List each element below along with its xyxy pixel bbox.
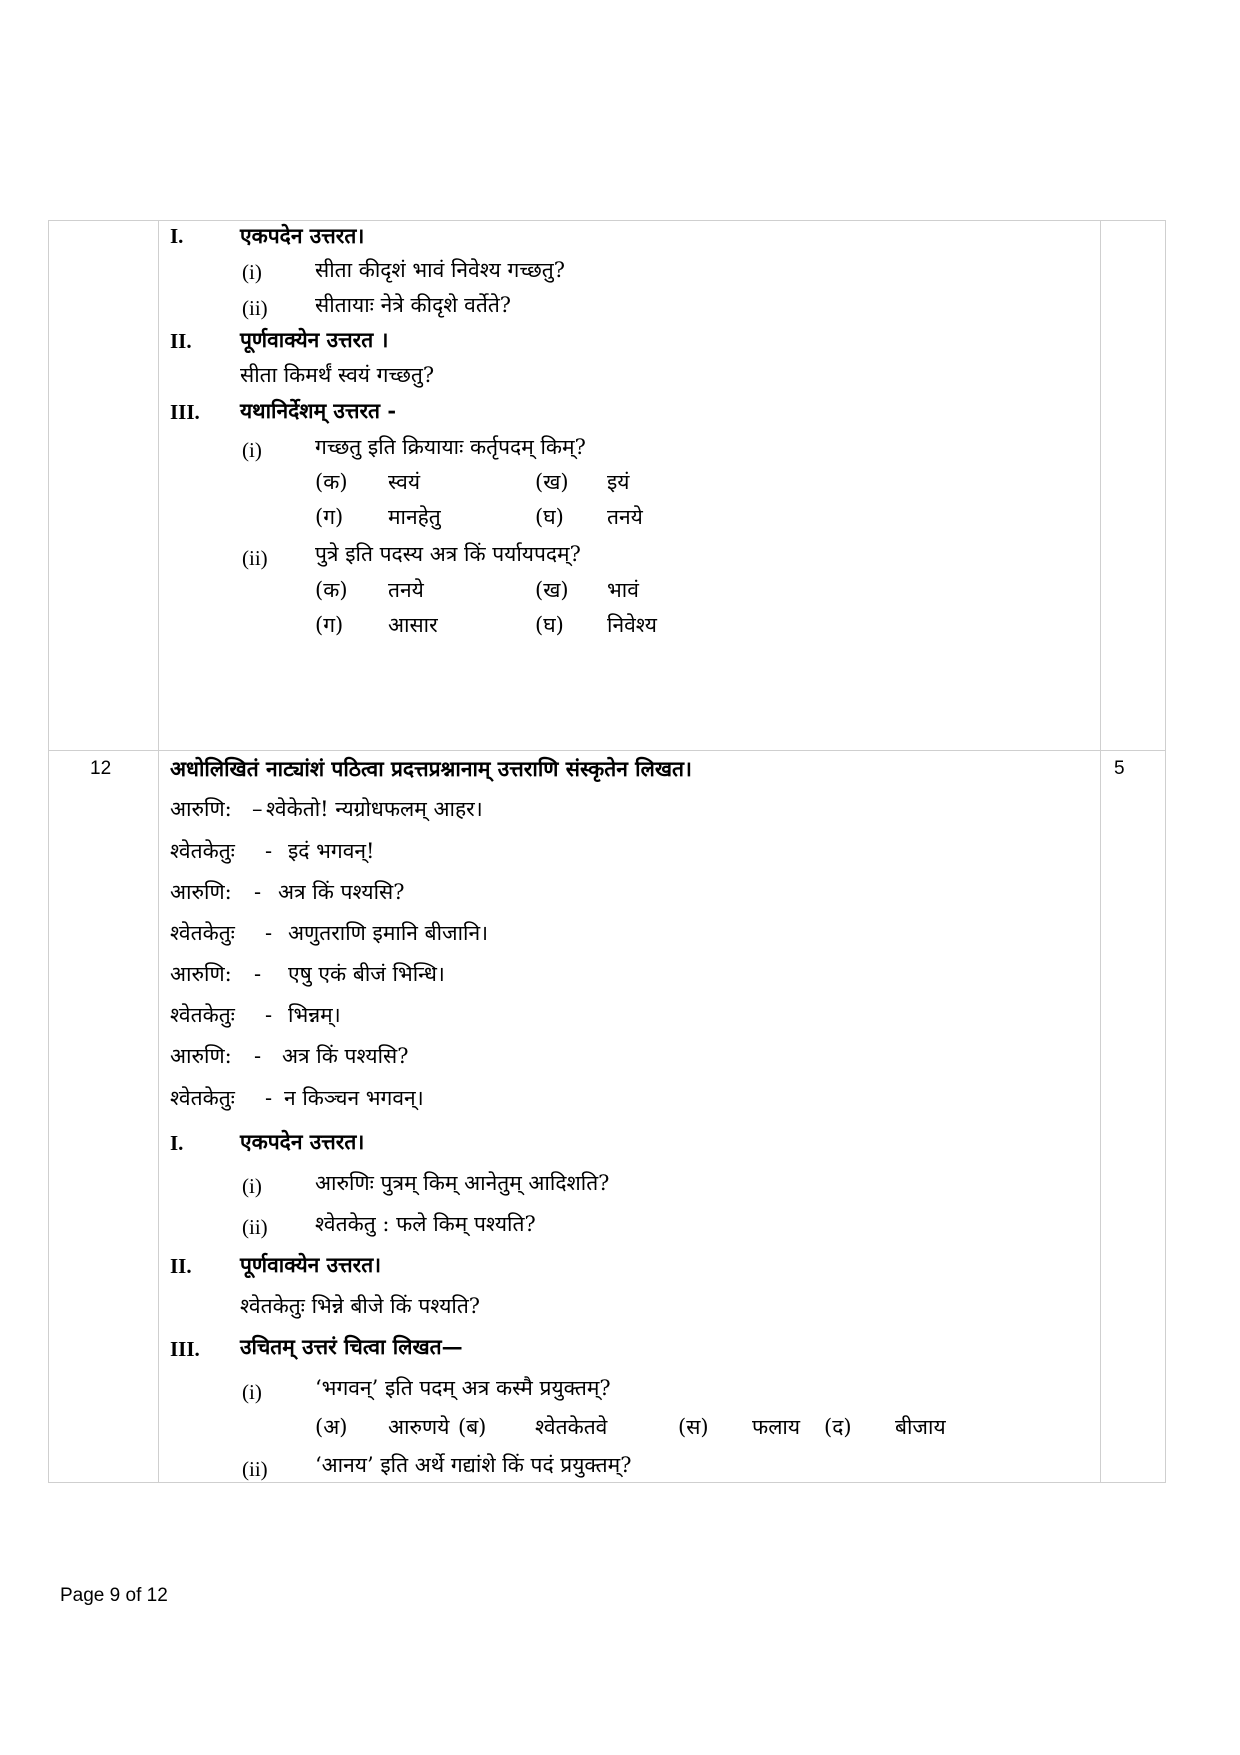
table-bottom-border	[48, 1482, 1166, 1483]
dialogue-line: अणुतराणि इमानि बीजानि।	[288, 921, 489, 945]
option-label: (क)	[315, 578, 348, 602]
option-text: फलाय	[752, 1415, 801, 1439]
question-number: 12	[90, 758, 112, 779]
option-label: (ग)	[315, 613, 344, 637]
option-text: आसार	[388, 613, 438, 637]
dialogue-separator: –	[252, 797, 263, 821]
dialogue-line: एषु एकं बीजं भिन्धि।	[288, 962, 445, 986]
section-heading: पूर्णवाक्येन उत्तरत ।	[240, 327, 389, 352]
sub-question-text: ‘आनय’ इति अर्थे गद्यांशे किं पदं प्रयुक्तम्?	[315, 1453, 632, 1477]
option-text: बीजाय	[895, 1415, 946, 1439]
option-text: इयं	[607, 470, 630, 494]
section-number: I.	[170, 1131, 184, 1155]
dialogue-line: भिन्नम्।	[288, 1003, 341, 1027]
section-heading: एकपदेन उत्तरत।	[240, 1129, 365, 1154]
option-label: (घ)	[535, 505, 564, 529]
dialogue-separator: -	[265, 1003, 273, 1027]
section-heading: उचितम् उत्तरं चित्वा लिखत—	[240, 1334, 463, 1359]
dialogue-separator: -	[254, 1044, 262, 1068]
option-text: तनये	[388, 578, 424, 602]
dialogue-line: अत्र किं पश्यसि?	[278, 880, 405, 904]
sub-question-text: आरुणिः पुत्रम् किम् आनेतुम् आदिशति?	[315, 1171, 610, 1195]
sub-question-text: श्वेतकेतु : फले किम् पश्यति?	[315, 1212, 536, 1236]
section-heading: एकपदेन उत्तरत।	[240, 223, 365, 248]
option-label: (अ)	[315, 1415, 348, 1439]
dialogue-speaker: श्वेतकेतुः	[170, 839, 235, 863]
sub-question-number: (i)	[242, 260, 262, 284]
sub-question-text: सीता कीदृशं भावं निवेश्य गच्छतु?	[315, 258, 565, 282]
option-label: (ब)	[458, 1415, 487, 1439]
section-heading: पूर्णवाक्येन उत्तरत।	[240, 1252, 382, 1277]
option-label: (ख)	[535, 470, 569, 494]
option-text: निवेश्य	[607, 613, 657, 637]
table-left-border	[48, 220, 49, 1483]
sub-question-number: (ii)	[242, 546, 268, 570]
table-right-border	[1165, 220, 1166, 1483]
sub-question-text: पुत्रे इति पदस्य अत्र किं पर्यायपदम्?	[315, 542, 581, 566]
option-label: (क)	[315, 470, 348, 494]
option-text: आरुणये	[388, 1415, 450, 1439]
dialogue-speaker: श्वेतकेतुः	[170, 1086, 235, 1110]
option-label: (ग)	[315, 505, 344, 529]
sub-question-text: सीतायाः नेत्रे कीदृशे वर्तेते?	[315, 293, 512, 317]
question-text: श्वेतकेतुः भिन्ने बीजे किं पश्यति?	[240, 1294, 481, 1318]
option-label: (घ)	[535, 613, 564, 637]
dialogue-separator: -	[254, 880, 262, 904]
dialogue-speaker: आरुणि:	[170, 880, 232, 904]
passage-instruction: अधोलिखितं नाट्यांशं पठित्वा प्रदत्तप्रश्नानाम् उत्तराणि संस्कृतेन लिखत।	[170, 756, 692, 781]
sub-question-number: (i)	[242, 1174, 262, 1198]
option-text: भावं	[607, 578, 639, 602]
option-label: (स)	[678, 1415, 709, 1439]
dialogue-speaker: आरुणि:	[170, 797, 232, 821]
sub-question-number: (ii)	[242, 1457, 268, 1481]
dialogue-line: इदं भगवन्!	[288, 839, 375, 863]
question-text: सीता किमर्थं स्वयं गच्छतु?	[240, 363, 435, 387]
dialogue-speaker: श्वेतकेतुः	[170, 921, 235, 945]
section-heading: यथानिर्देशम् उत्तरत -	[240, 398, 397, 423]
sub-question-text: गच्छतु इति क्रियायाः कर्तृपदम् किम्?	[315, 435, 586, 459]
dialogue-separator: -	[265, 921, 273, 945]
column-divider-qno	[158, 220, 159, 1483]
sub-question-number: (i)	[242, 438, 262, 462]
section-number: II.	[170, 1254, 192, 1278]
sub-question-number: (ii)	[242, 296, 268, 320]
section-number: III.	[170, 400, 200, 424]
row-divider	[48, 750, 1166, 751]
dialogue-separator: -	[265, 1086, 273, 1110]
dialogue-line: श्वेकेतो! न्यग्रोधफलम् आहर।	[266, 797, 483, 821]
option-text: श्वेतकेतवे	[535, 1415, 608, 1439]
marks: 5	[1114, 758, 1125, 779]
column-divider-marks	[1100, 220, 1101, 1483]
section-number: II.	[170, 329, 192, 353]
option-text: तनये	[607, 505, 643, 529]
dialogue-separator: -	[265, 839, 273, 863]
option-label: (द)	[824, 1415, 852, 1439]
page-number-footer: Page 9 of 12	[60, 1585, 168, 1606]
option-text: स्वयं	[388, 470, 421, 494]
option-text: मानहेतु	[388, 505, 441, 529]
dialogue-speaker: आरुणि:	[170, 1044, 232, 1068]
dialogue-speaker: आरुणि:	[170, 962, 232, 986]
sub-question-text: ‘भगवन्’ इति पदम् अत्र कस्मै प्रयुक्तम्?	[315, 1376, 611, 1400]
dialogue-line: न किञ्चन भगवन्।	[284, 1086, 424, 1110]
option-label: (ख)	[535, 578, 569, 602]
sub-question-number: (i)	[242, 1380, 262, 1404]
table-top-border	[48, 220, 1166, 221]
sub-question-number: (ii)	[242, 1215, 268, 1239]
section-number: III.	[170, 1337, 200, 1361]
dialogue-speaker: श्वेतकेतुः	[170, 1003, 235, 1027]
section-number: I.	[170, 224, 184, 248]
dialogue-line: अत्र किं पश्यसि?	[282, 1044, 409, 1068]
dialogue-separator: -	[254, 962, 262, 986]
